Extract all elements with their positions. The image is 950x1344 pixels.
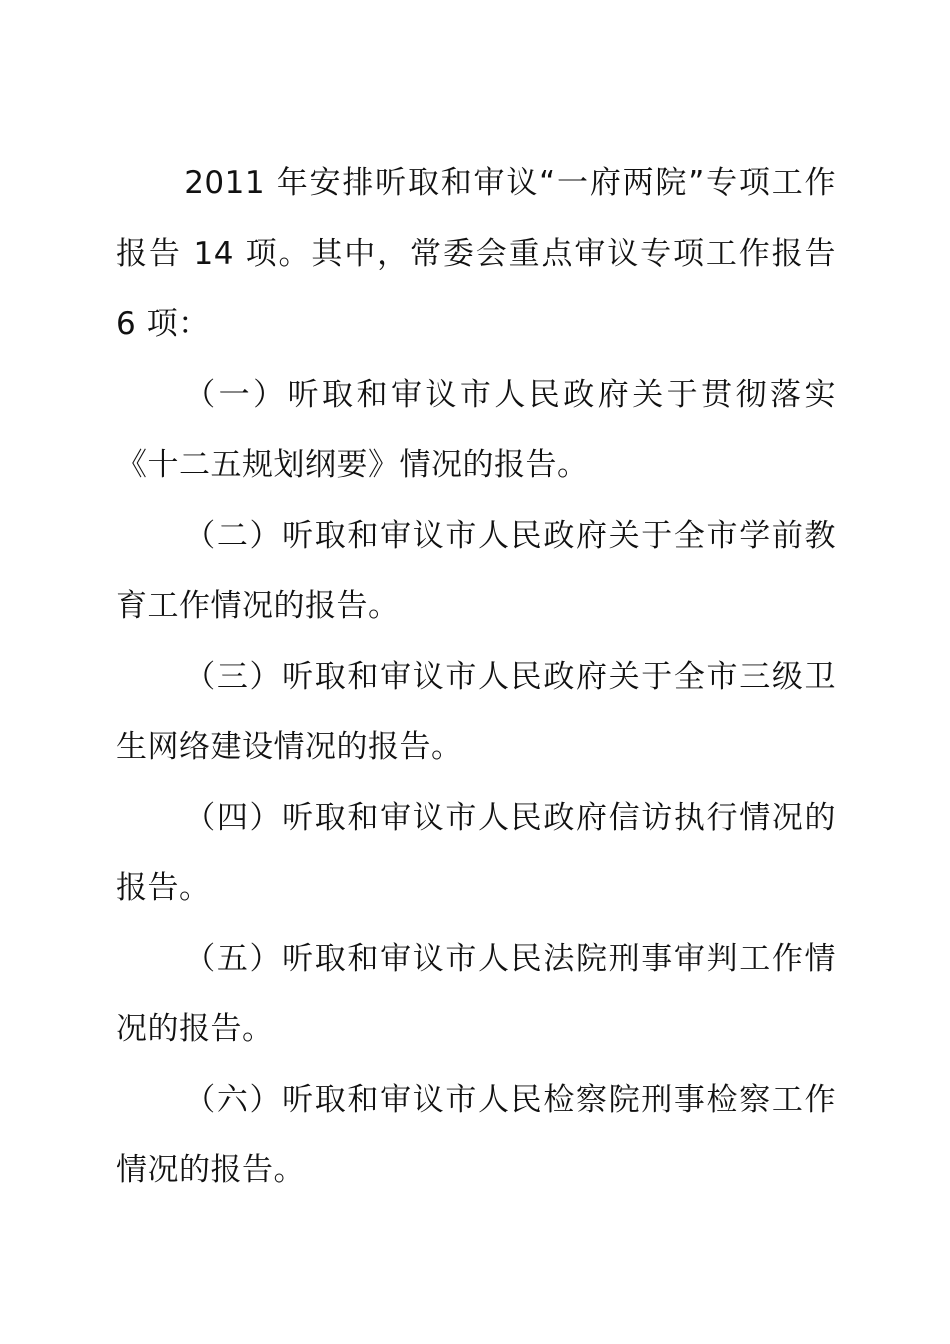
intro-paragraph: 2011 年安排听取和审议“一府两院”专项工作报告 14 项。其中，常委会重点审议专项工作报告 6 项： — [116, 165, 836, 342]
document-body — [116, 148, 836, 1206]
report-item-6: （六）听取和审议市人民检察院刑事检察工作情况的报告。 — [116, 1081, 836, 1188]
report-item-1: （一）听取和审议市人民政府关于贯彻落实《十二五规划纲要》情况的报告。 — [116, 376, 836, 483]
report-item-2: （二）听取和审议市人民政府关于全市学前教育工作情况的报告。 — [116, 517, 836, 624]
report-item-4: （四）听取和审议市人民政府信访执行情况的报告。 — [116, 799, 836, 906]
report-item-5: （五）听取和审议市人民法院刑事审判工作情况的报告。 — [116, 940, 836, 1047]
report-item-3: （三）听取和审议市人民政府关于全市三级卫生网络建设情况的报告。 — [116, 658, 836, 765]
